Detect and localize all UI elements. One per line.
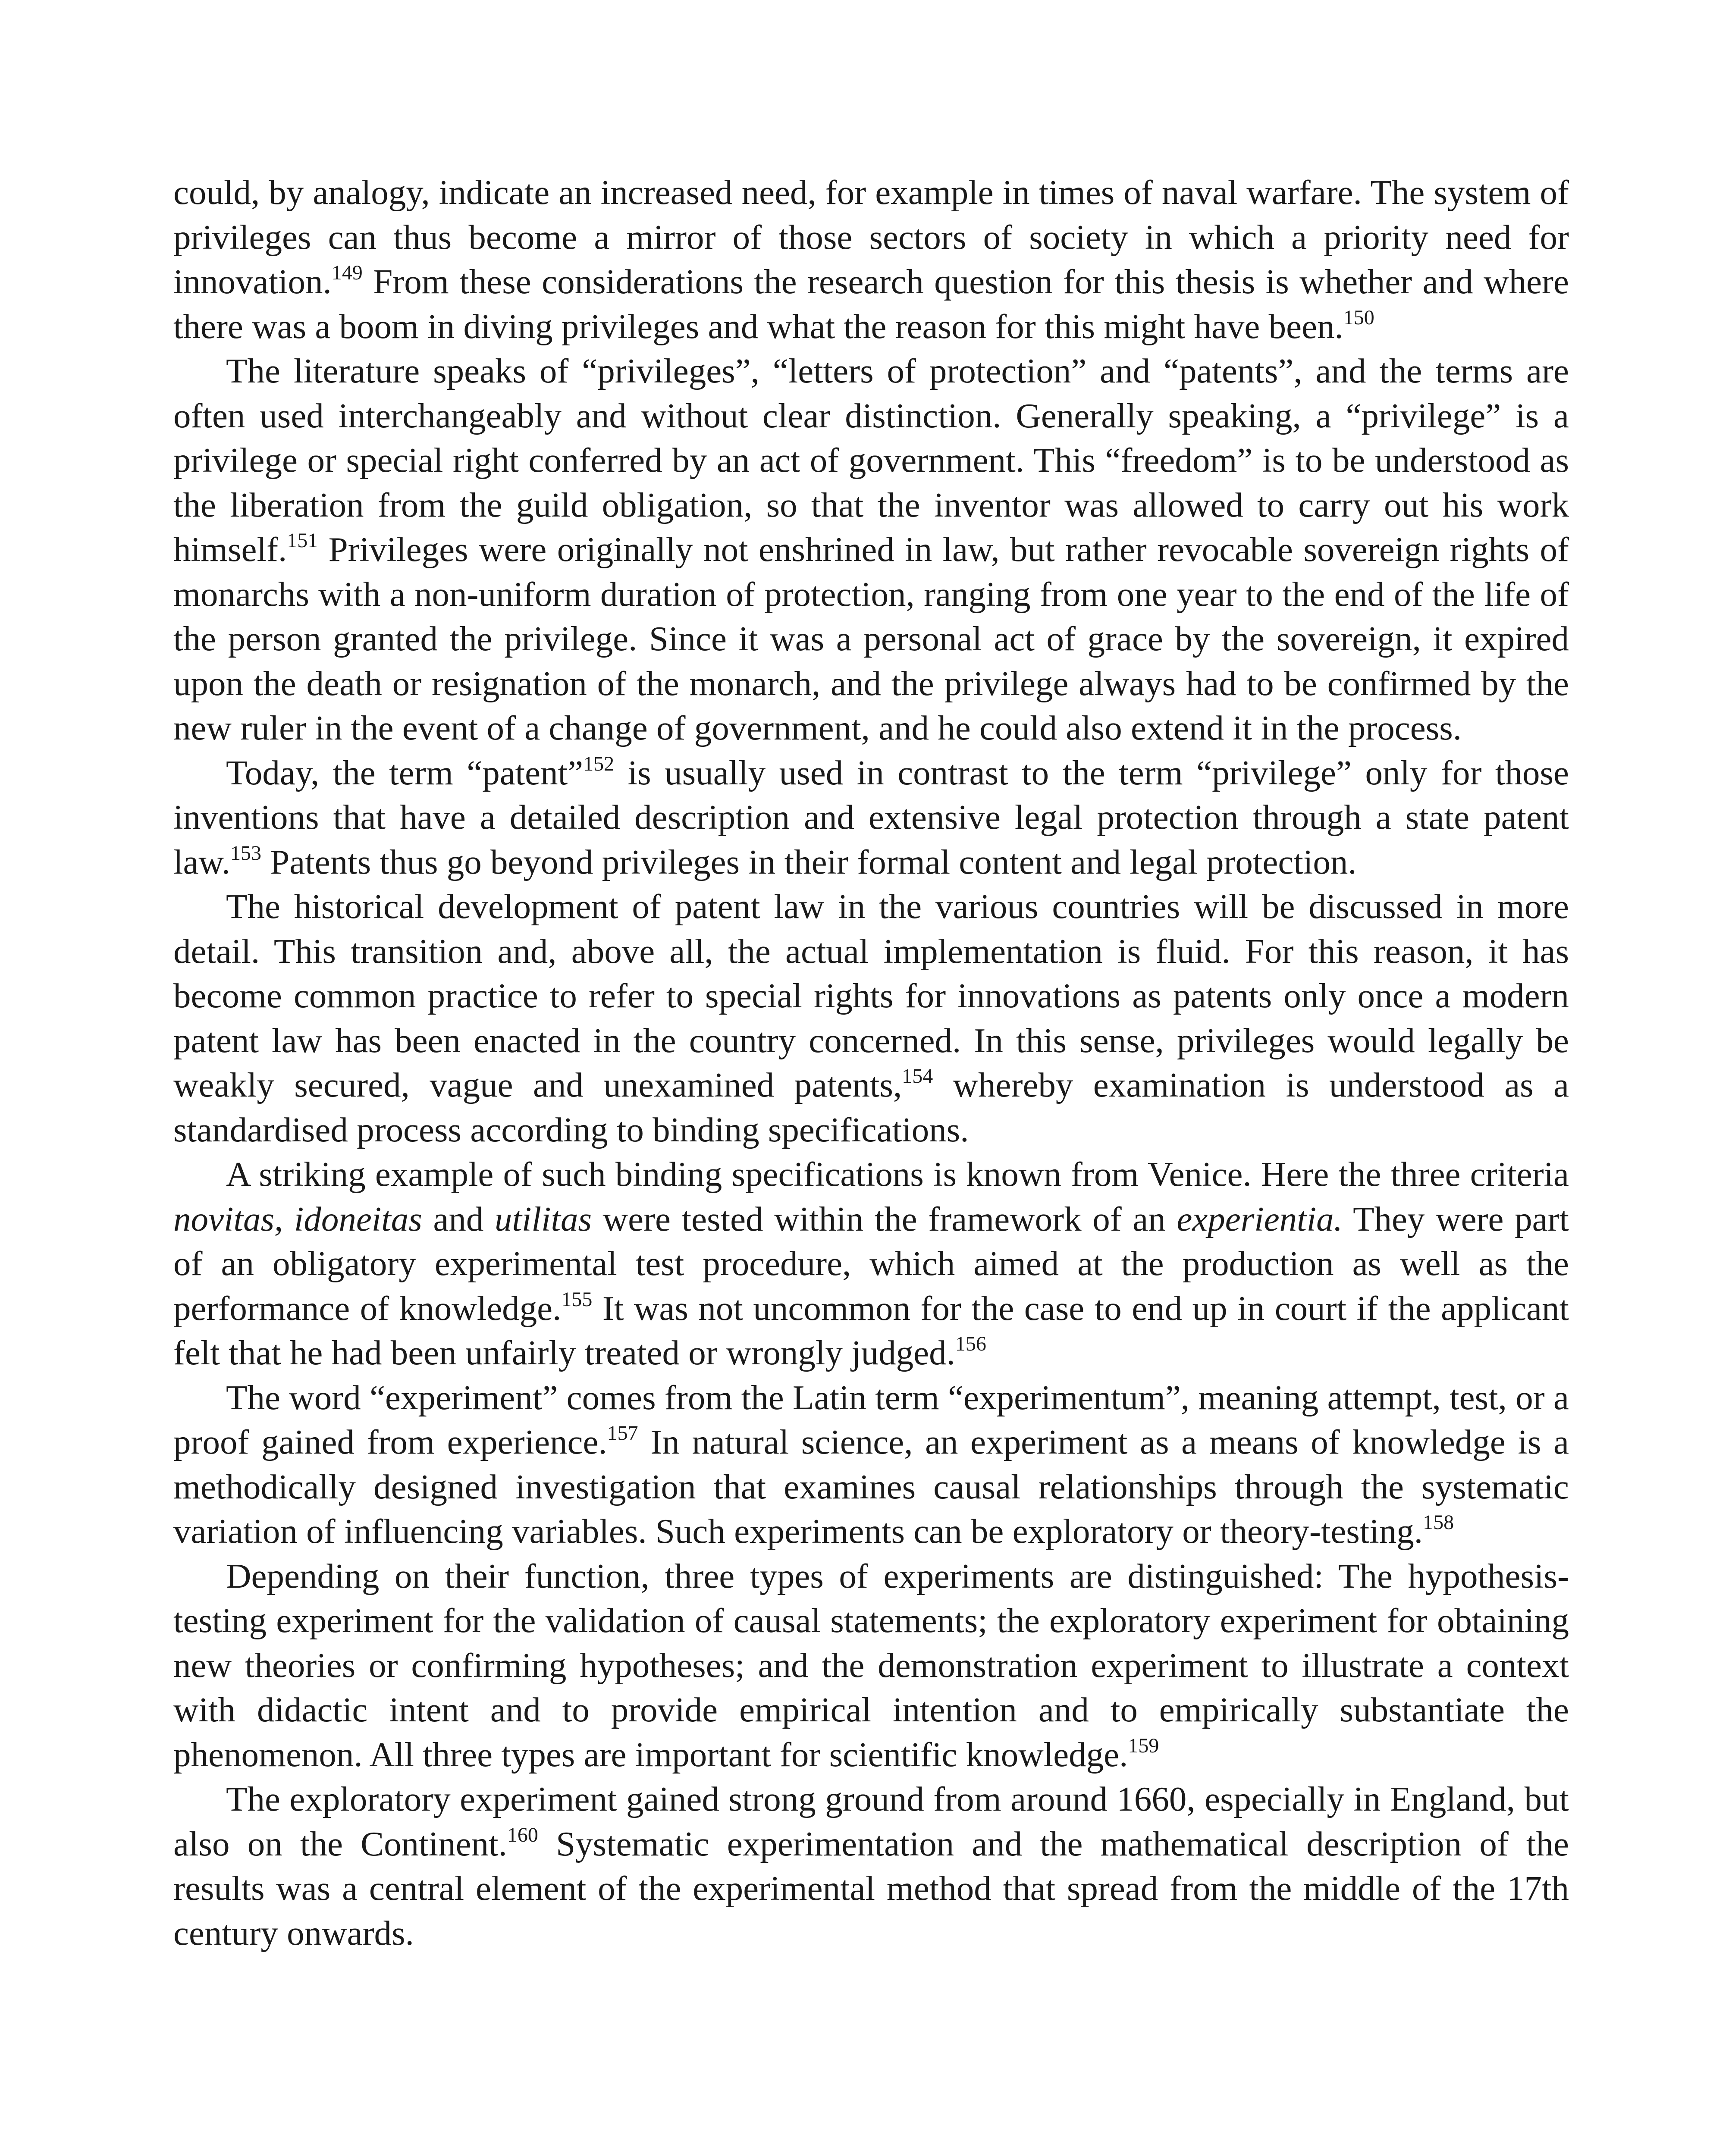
paragraph bbox=[173, 1152, 1569, 1376]
paragraph-text: From these considerations the research question for this thesis is whether and where there was a boom in diving privileges and what the reason for this might have been. bbox=[173, 262, 1569, 346]
paragraph-text: The historical development of patent law in the various countries will be discussed in more detail. This transition and, above all, the actual implementation is fluid. For this reason, it has become common practice to refer to special rights for innovations as patents only once a modern patent law has been enacted in the country concerned. In this sense, privileges would legally be weakly secured, vague and unexamined patents, bbox=[173, 887, 1569, 1104]
paragraph-text: They were part of an obligatory experimental test procedure, which aimed at the production as well as the performance of knowledge. bbox=[173, 1199, 1569, 1328]
paragraph bbox=[173, 1777, 1569, 1955]
italic-term: utilitas bbox=[494, 1199, 592, 1238]
footnote-reference: 153 bbox=[230, 841, 261, 865]
footnote-reference: 155 bbox=[561, 1288, 593, 1311]
paragraph-text: could, by analogy, indicate an increased need, for example in times of naval warfare. The system of privileges can thus become a mirror of those sectors of society in which a priority need for innovation. bbox=[173, 173, 1569, 301]
paragraph-text: The word “experiment” comes from the Latin term “experimentum”, meaning attempt, test, or a proof gained from experience. bbox=[173, 1378, 1569, 1461]
footnote-reference: 151 bbox=[287, 529, 318, 552]
paragraph bbox=[173, 170, 1569, 349]
paragraph-text: and bbox=[422, 1199, 495, 1238]
paragraph-text: is usually used in contrast to the term “privilege” only for those inventions that have a detailed description and extensive legal protection through a state patent law. bbox=[173, 753, 1569, 881]
paragraph bbox=[173, 751, 1569, 885]
footnote-reference: 154 bbox=[902, 1065, 933, 1087]
paragraph bbox=[173, 1376, 1569, 1554]
paragraph bbox=[173, 884, 1569, 1152]
paragraph-text: Depending on their function, three types of experiments are distinguished: The hypothesis-testing experiment for the validation of causal statements; the exploratory experiment for obtaining new theories or confirming hypotheses; and the demonstration experiment to illustrate a context with didactic intent and to provide empirical intention and to empirically substantiate the phenomenon. All three types are important for scientific knowledge. bbox=[173, 1556, 1569, 1774]
paragraph-text: Privileges were originally not enshrined in law, but rather revocable sovereign rights of monarchs with a non-uniform duration of protection, ranging from one year to the end of the life of the person granted the privilege. Since it was a personal act of grace by the sovereign, it expired upon the death or resignation of the monarch, and the privilege always had to be confirmed by the new ruler in the event of a change of government, and he could also extend it in the process. bbox=[173, 530, 1569, 747]
italic-term: experientia. bbox=[1177, 1199, 1343, 1238]
paragraph-text: Patents thus go beyond privileges in their formal content and legal protection. bbox=[261, 842, 1357, 881]
footnote-reference: 150 bbox=[1343, 306, 1374, 329]
footnote-reference: 156 bbox=[955, 1332, 986, 1355]
paragraph-text: Systematic experimentation and the mathematical description of the results was a central element of the experimental method that spread from the middle of the 17th century onwards. bbox=[173, 1824, 1569, 1952]
paragraph-text: The exploratory experiment gained strong ground from around 1660, especially in England, but also on the Continent. bbox=[173, 1780, 1569, 1863]
paragraph-text: were tested within the framework of an bbox=[592, 1199, 1177, 1238]
italic-term: novitas, idoneitas bbox=[173, 1199, 422, 1238]
footnote-reference: 159 bbox=[1128, 1734, 1159, 1757]
paragraph-text: The literature speaks of “privileges”, “letters of protection” and “patents”, and the terms are often used interchangeably and without clear distinction. Generally speaking, a “privilege” is a privilege or special right conferred by an act of government. This “freedom” is to be understood as the liberation from the guild obligation, so that the inventor was allowed to carry out his work himself. bbox=[173, 351, 1569, 569]
footnote-reference: 160 bbox=[507, 1823, 538, 1846]
paragraph bbox=[173, 1554, 1569, 1777]
paragraph-text: whereby examination is understood as a standardised process according to binding specifications. bbox=[173, 1065, 1569, 1149]
paragraph-text: Today, the term “patent” bbox=[226, 753, 584, 792]
footnote-reference: 149 bbox=[331, 261, 363, 284]
paragraph-text: A striking example of such binding specifications is known from Venice. Here the three criteria bbox=[226, 1155, 1569, 1194]
body-text bbox=[173, 170, 1569, 1955]
paragraph bbox=[173, 349, 1569, 751]
footnote-reference: 158 bbox=[1423, 1511, 1454, 1534]
paragraph-text: It was not uncommon for the case to end up in court if the applicant felt that he had been unfairly treated or wrongly judged. bbox=[173, 1288, 1569, 1372]
paragraph-text: In natural science, an experiment as a means of knowledge is a methodically designed investigation that examines causal relationships through the systematic variation of influencing variables. Such experiments can be exploratory or theory-testing. bbox=[173, 1423, 1569, 1551]
footnote-reference: 152 bbox=[583, 752, 615, 775]
footnote-reference: 157 bbox=[607, 1422, 638, 1445]
